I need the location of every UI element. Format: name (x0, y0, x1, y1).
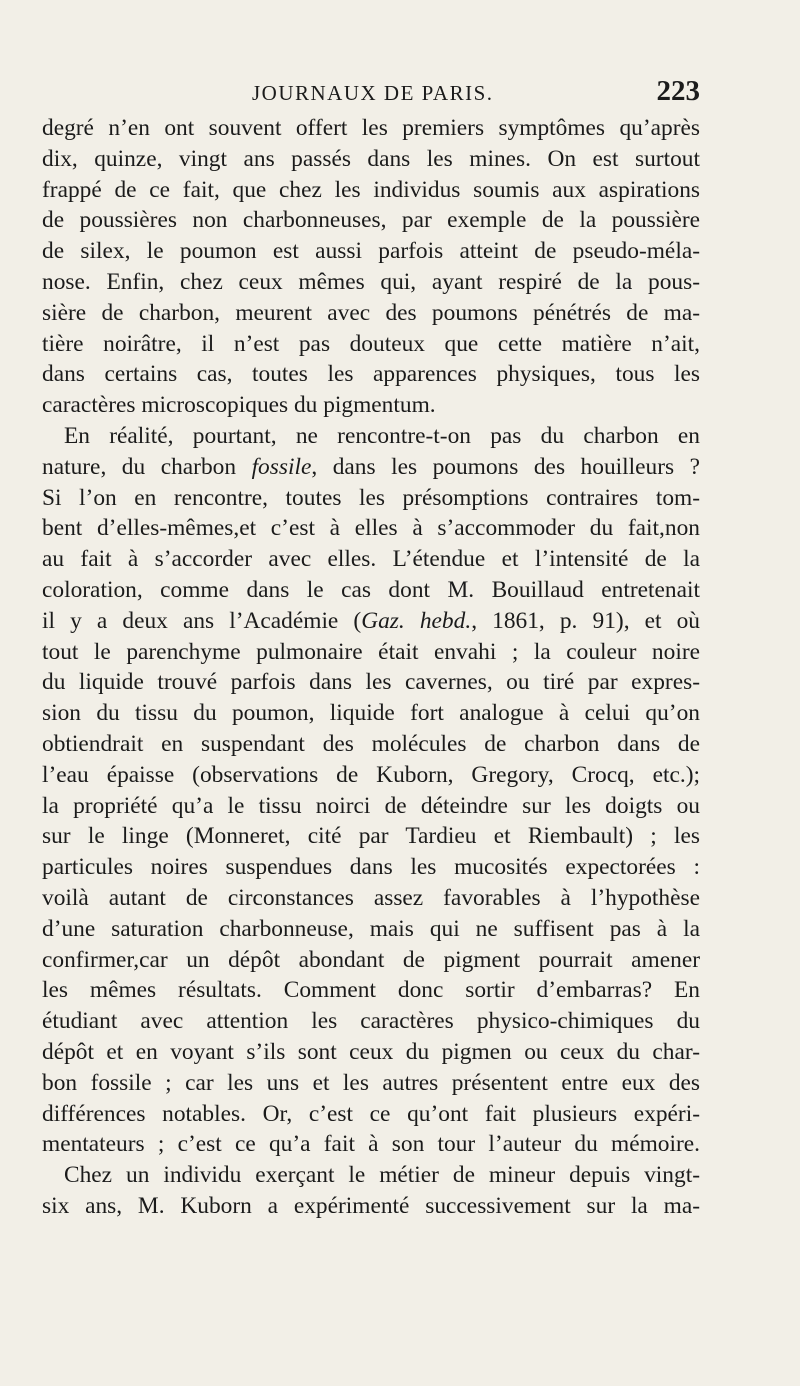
text-line: tout le parenchyme pulmonaire était envahi ; la couleur noire (42, 638, 700, 665)
running-head (42, 75, 700, 111)
text-segment: , 1861, p. 91), et où (471, 607, 700, 634)
text-line: étudiant avec attention les caractères physico-chimiques du (42, 1008, 700, 1035)
text-line: Chez un individu exerçant le métier de mineur depuis vingt- (64, 1162, 700, 1189)
body-text (42, 113, 700, 1222)
text-line: En réalité, pourtant, ne rencontre-t-on pas du charbon en (64, 422, 700, 449)
text-line: particules noires suspendues dans les mucosités expectorées : (42, 854, 700, 881)
text-line: degré n’en ont souvent offert les premiers symptômes qu’après (42, 115, 700, 141)
text-line: mentateurs ; c’est ce qu’a fait à son tour l’auteur du mémoire. (42, 1131, 700, 1158)
text-line: les mêmes résultats. Comment donc sortir d’embarras? En (42, 977, 700, 1004)
text-line: l’eau épaisse (observations de Kuborn, Gregory, Crocq, etc.); (42, 761, 700, 788)
text-line: dans certains cas, toutes les apparences physiques, tous les (42, 361, 700, 388)
text-line: du liquide trouvé parfois dans les cavernes, ou tiré par expres- (42, 669, 700, 696)
text-line: bon fossile ; car les uns et les autres présentent entre eux des (42, 1069, 700, 1096)
text-segment: , dans les poumons des houilleurs ? (311, 453, 700, 480)
text-line: d’une saturation charbonneuse, mais qui ne suffisent pas à la (42, 915, 700, 942)
text-line: de silex, le poumon est aussi parfois atteint de pseudo-méla- (42, 238, 700, 265)
text-line: voilà autant de circonstances assez favorables à l’hypothèse (42, 884, 700, 911)
text-line: dix, quinze, vingt ans passés dans les mines. On est surtout (42, 145, 700, 172)
text-line: nose. Enfin, chez ceux mêmes qui, ayant respiré de la pous- (42, 268, 700, 295)
text-line: caractères microscopiques du pigmentum. (42, 392, 436, 419)
page-number: 223 (656, 75, 700, 107)
text-line: Si l’on en rencontre, toutes les présomptions contraires tom- (42, 484, 700, 511)
text-line: la propriété qu’a le tissu noirci de déteindre sur les doigts ou (42, 792, 700, 819)
text-line: six ans, M. Kuborn a expérimenté successivement sur la ma- (42, 1192, 700, 1219)
text-line: bent d’elles-mêmes,et c’est à elles à s’accommoder du fait,non (42, 515, 700, 542)
text-line: de poussières non charbonneuses, par exemple de la poussière (42, 207, 700, 234)
text-segment: il y a deux ans l’Académie ( (42, 607, 362, 634)
text-line: au fait à s’accorder avec elles. L’étendue et l’intensité de la (42, 546, 700, 573)
running-title: JOURNAUX DE PARIS. (252, 81, 494, 105)
text-line: sion du tissu du poumon, liquide fort analogue à celui qu’on (42, 700, 700, 727)
text-line: frappé de ce fait, que chez les individus soumis aux aspirations (42, 176, 700, 203)
text-line: dépôt et en voyant s’ils sont ceux du pigmen ou ceux du char- (42, 1038, 700, 1065)
text-segment: nature, du charbon (42, 453, 252, 480)
text-line: coloration, comme dans le cas dont M. Bouillaud entretenait (42, 576, 700, 603)
italic-citation: Gaz. hebd. (361, 607, 472, 634)
text-line: sière de charbon, meurent avec des poumons pénétrés de ma- (42, 299, 700, 326)
text-line: confirmer,car un dépôt abondant de pigment pourrait amener (42, 946, 700, 973)
text-line-with-citation (42, 606, 700, 637)
text-line: obtiendrait en suspendant des molécules de charbon dans de (42, 730, 700, 757)
text-line: tière noirâtre, il n’est pas douteux que cette matière n’ait, (42, 330, 700, 357)
text-line-with-italic (42, 452, 700, 483)
text-line: sur le linge (Monneret, cité par Tardieu et Riembault) ; les (42, 823, 700, 850)
text-line: différences notables. Or, c’est ce qu’ont fait plusieurs expéri- (42, 1100, 700, 1127)
italic-term: fossile (251, 453, 312, 480)
